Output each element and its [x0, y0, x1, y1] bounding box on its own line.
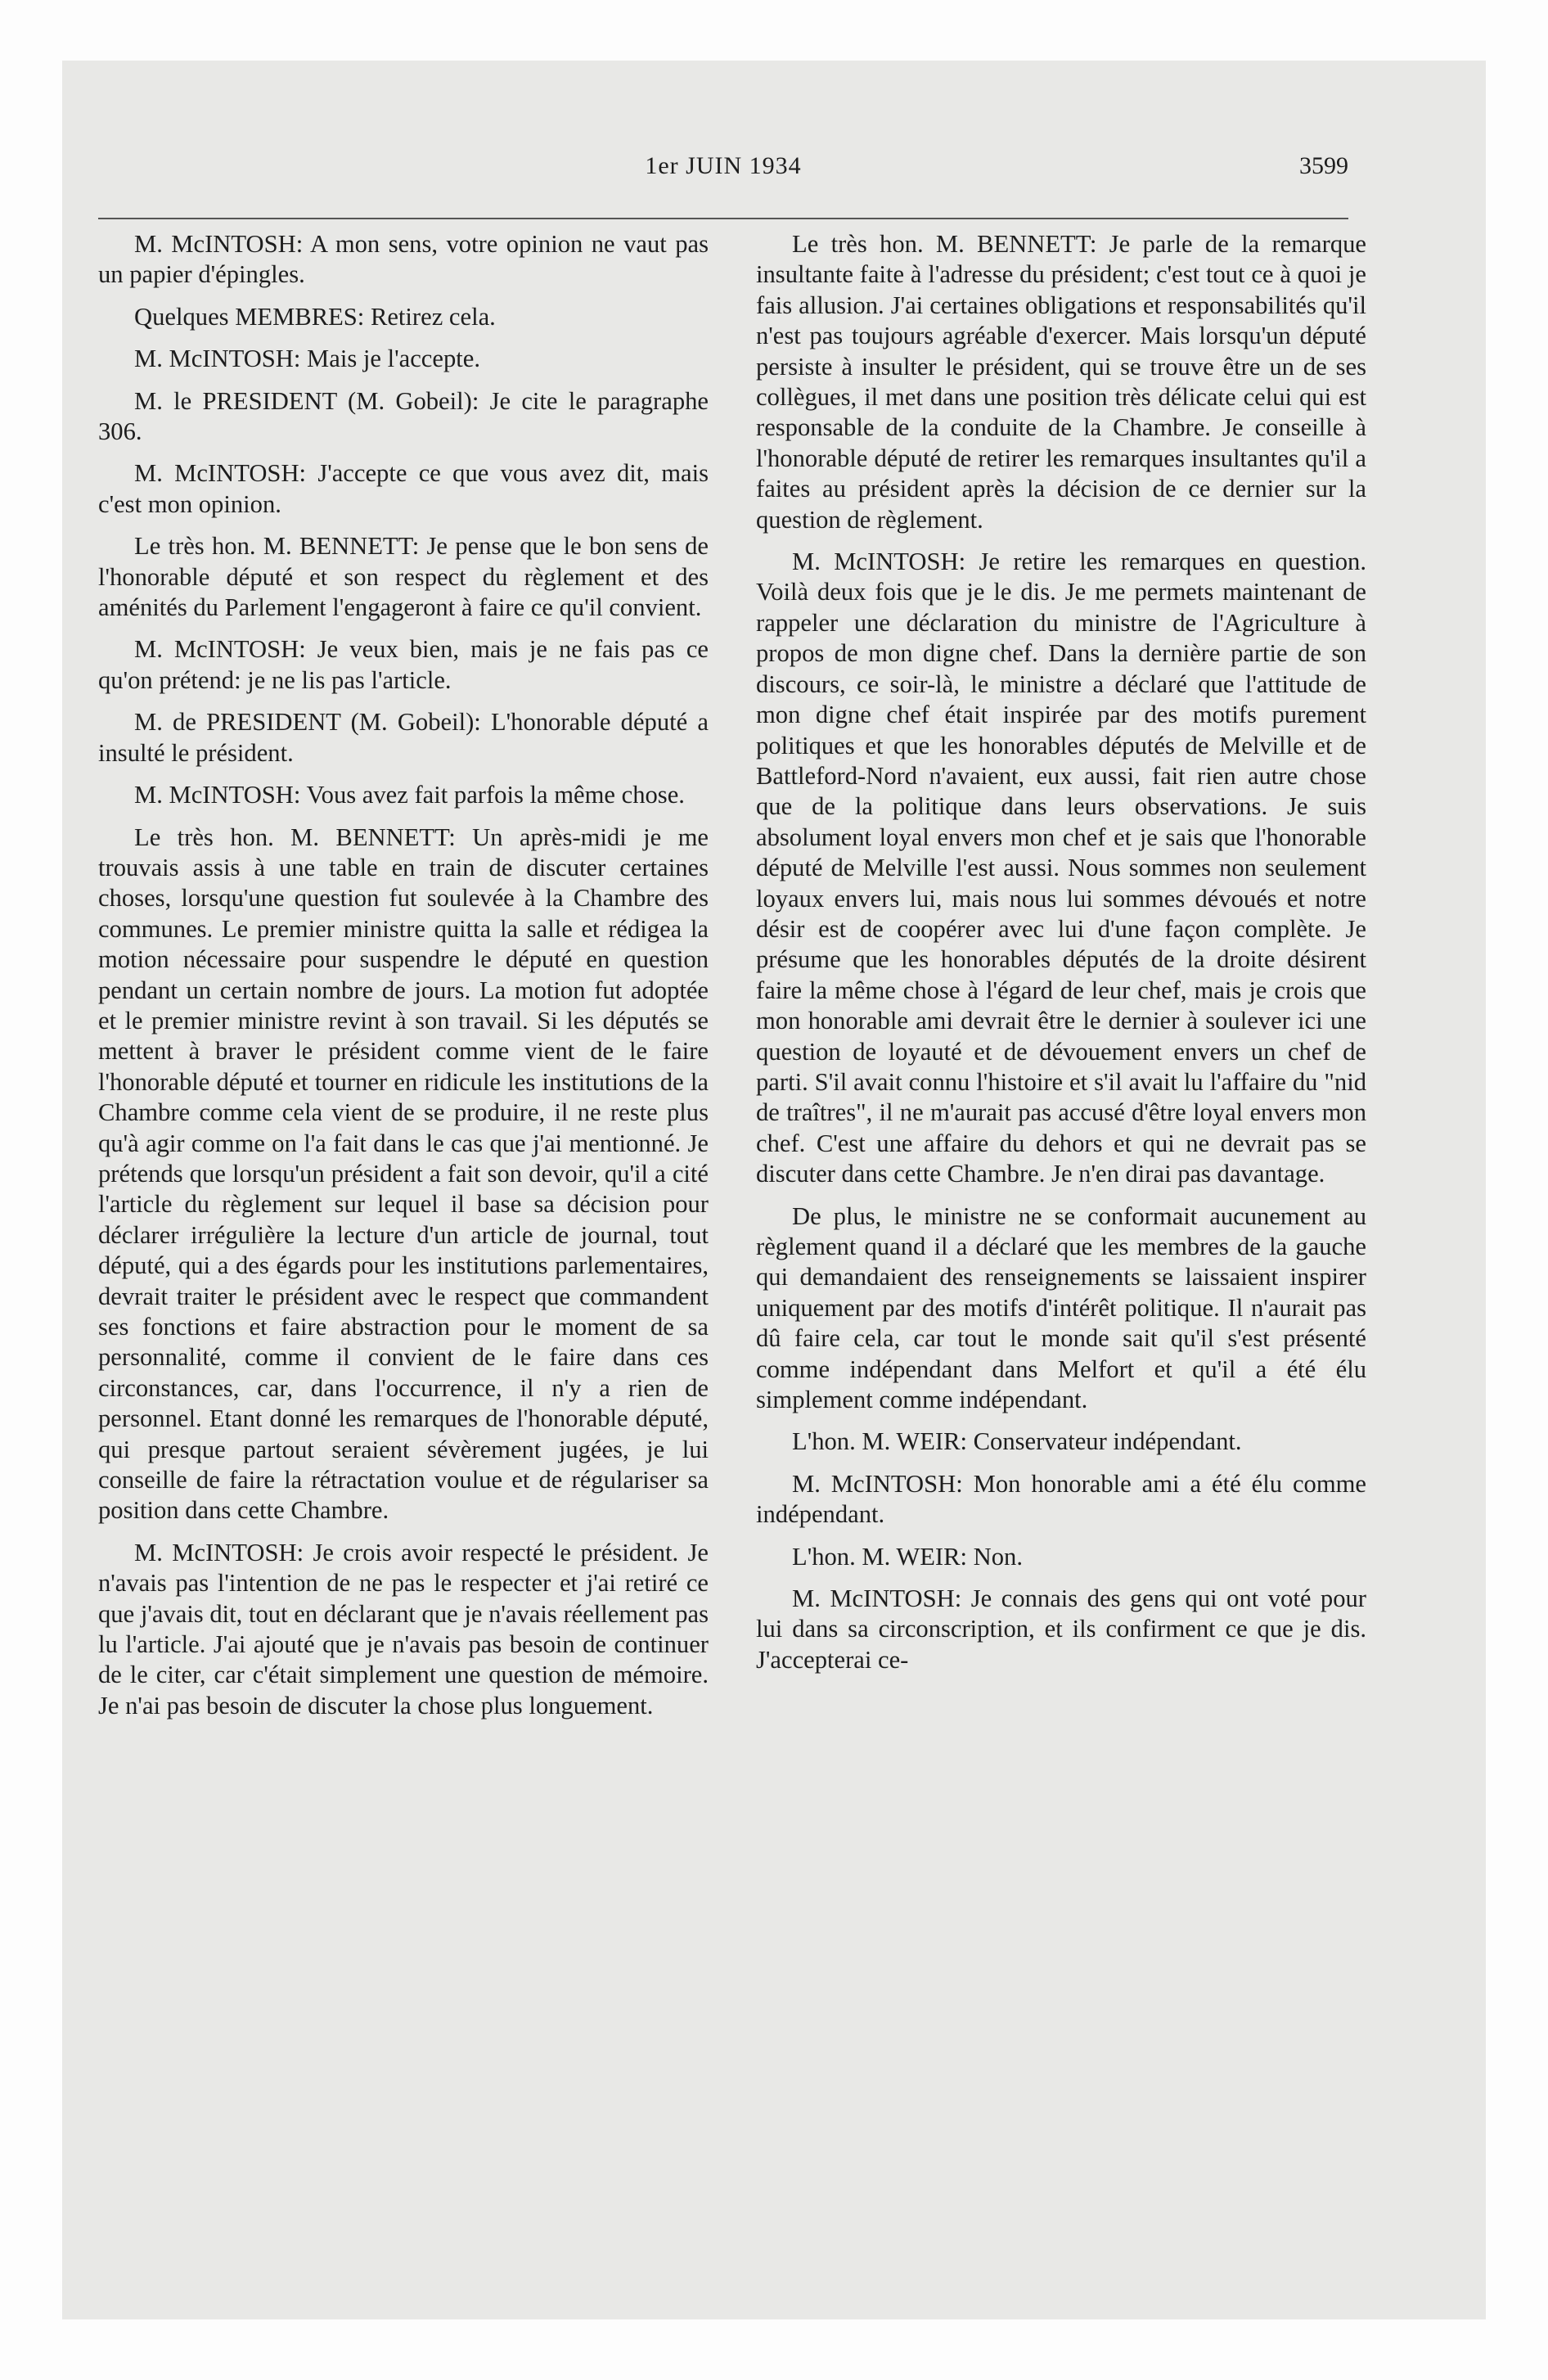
paragraph: M. McINTOSH: J'accepte ce que vous avez dit, mais c'est mon opinion.	[98, 459, 709, 518]
paragraph: M. McINTOSH: Je retire les remarques en question. Voilà deux fois que je le dis. Je me permets maintenant de rappeler une déclaration du ministre de l'Agriculture à propos de mon digne chef. Dans la dernière partie de son discours, ce soir-là, le ministre a déclaré que l'attitude de mon digne chef était inspirée par des motifs purement politiques et que les honorables députés de Melville et de Battleford-Nord n'avaient, eux aussi, fait rien autre chose que de la politique dans leurs observations. Je suis absolument loyal envers mon chef et je sais que l'honorable député de Melville l'est aussi. Nous sommes non seulement loyaux envers lui, mais nous lui sommes dévoués et notre désir est de coopérer avec lui d'une façon complète. Je présume que les honorables députés de la droite désirent faire la même chose à l'égard de leur chef, mais je crois que mon honorable ami devrait être le dernier à soulever ici une question de loyauté et de dévouement envers un chef de parti. S'il avait connu l'histoire et s'il avait lu l'affaire du "nid de traîtres", il ne m'aurait pas accusé d'être loyal envers mon chef. C'est une affaire du dehors et qui ne devrait pas se discuter dans cette Chambre. Je n'en dirai pas davantage.	[756, 548, 1366, 1188]
paragraph: M. de PRESIDENT (M. Gobeil): L'honorable député a insulté le président.	[98, 708, 709, 767]
paragraph: M. McINTOSH: Je connais des gens qui ont voté pour lui dans sa circonscription, et ils confirment ce que je dis. J'accepterai ce-	[756, 1584, 1366, 1674]
paragraph: M. McINTOSH: Je crois avoir respecté le président. Je n'avais pas l'intention de ne pas le respecter et j'ai retiré ce que j'avais dit, tout en déclarant que je n'avais réellement pas lu l'article. J'ai ajouté que je n'avais pas besoin de continuer de le citer, car c'était simplement une question de mémoire. Je n'ai pas besoin de discuter la chose plus longuement.	[98, 1538, 709, 1720]
paragraph: M. McINTOSH: Mon honorable ami a été élu comme indépendant.	[756, 1469, 1366, 1529]
paragraph: M. McINTOSH: Mais je l'accepte.	[134, 345, 480, 373]
paragraph: Le très hon. M. BENNETT: Je pense que le bon sens de l'honorable député et son respect du règlement et des aménités du Parlement l'engageront à faire ce qu'il convient.	[98, 532, 709, 622]
paragraph: L'hon. M. WEIR: Non.	[792, 1542, 1023, 1571]
right-column	[756, 229, 1366, 1687]
paragraph: M. McINTOSH: A mon sens, votre opinion ne vaut pas un papier d'épingles.	[98, 230, 709, 289]
page-number: 3599	[1299, 152, 1348, 179]
header-rule	[98, 218, 1348, 219]
paragraph: M. McINTOSH: Je veux bien, mais je ne fais pas ce qu'on prétend: je ne lis pas l'article.	[98, 635, 709, 694]
paragraph: M. McINTOSH: Vous avez fait parfois la même chose.	[134, 781, 685, 809]
paragraph: Le très hon. M. BENNETT: Un après-midi je me trouvais assis à une table en train de discuter certaines choses, lorsqu'une question fut soulevée à la Chambre des communes. Le premier ministre quitta la salle et rédigea la motion nécessaire pour suspendre le député en question pendant un certain nombre de jours. La motion fut adoptée et le premier ministre revint à son travail. Si les députés se mettent à braver le président comme vient de le faire l'honorable député et tourner en ridicule les institutions de la Chambre comme cela vient de se produire, il ne reste plus qu'à agir comme on l'a fait dans le cas que j'ai mentionné. Je prétends que lorsqu'un président a fait son devoir, qu'il a cité l'article du règlement sur lequel il base sa décision pour déclarer irrégulière la lecture d'un article de journal, tout député, qui a des égards pour les institutions parlementaires, devrait traiter le président avec le respect que commandent ses fonctions et faire abstraction pour le moment de sa personnalité, comme il convient de le faire dans ces circonstances, car, dans l'occurrence, il n'y a rien de personnel. Etant donné les remarques de l'honorable député, qui presque partout seraient sévèrement jugées, je lui conseille de faire la rétractation voulue et de régulariser sa position dans cette Chambre.	[98, 823, 709, 1525]
paragraph: M. le PRESIDENT (M. Gobeil): Je cite le paragraphe 306.	[98, 386, 709, 446]
left-column	[98, 229, 709, 1733]
paragraph: Quelques MEMBRES: Retirez cela.	[134, 302, 496, 331]
paragraph: De plus, le ministre ne se conformait aucunement au règlement quand il a déclaré que les membres de la gauche qui demandaient des renseignements se laissaient inspirer uniquement par des motifs d'intérêt politique. Il n'aurait pas dû faire cela, car tout le monde sait qu'il s'est présenté comme indépendant dans Melfort et qu'il a été élu simplement comme indépendant.	[756, 1201, 1366, 1414]
page-header	[98, 152, 1348, 188]
header-date: 1er JUIN 1934	[645, 152, 802, 179]
paragraph: L'hon. M. WEIR: Conservateur indépendant.	[792, 1427, 1242, 1456]
paragraph: Le très hon. M. BENNETT: Je parle de la remarque insultante faite à l'adresse du président; c'est tout ce à quoi je fais allusion. J'ai certaines obligations et responsabilités qu'il n'est pas toujours agréable d'exercer. Mais lorsqu'un député persiste à insulter le président, qui se trouve être un de ses collègues, il met dans une position très délicate celui qui est responsable de la conduite de la Chambre. Je conseille à l'honorable député de retirer les remarques insultantes qu'il a faites au président après la décision de ce dernier sur la question de règlement.	[756, 230, 1366, 534]
